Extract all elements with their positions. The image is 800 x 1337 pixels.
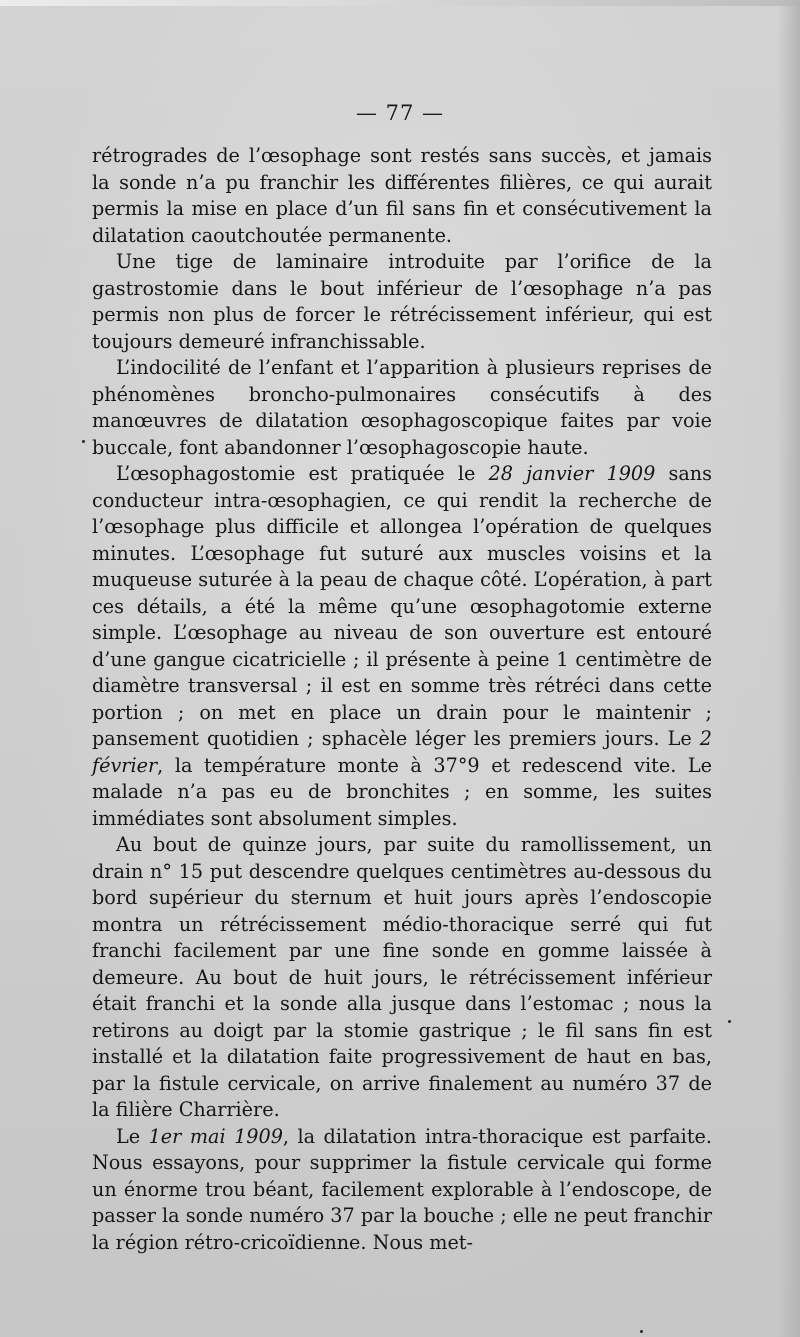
text-run: L’œsophagostomie est pratiquée le	[116, 462, 489, 485]
page-edge-right	[778, 0, 800, 1337]
text-run: L’indocilité de l’enfant et l’apparition à plusieurs reprises de phénomènes broncho-pulmonaires consécutifs à des manœuvres de dilatation œsophagoscopique faites par voie buccale, font abandonner l’œsophagoscopie haute.	[92, 356, 712, 459]
italic-date: 1er mai 1909	[148, 1124, 283, 1148]
paragraph-6	[92, 1124, 712, 1257]
italic-date: 28 janvier 1909	[488, 462, 656, 485]
body-text	[92, 143, 712, 1256]
scan-speck	[728, 1020, 731, 1023]
paragraph-4	[92, 461, 712, 832]
text-run: , la température monte à 37°9 et redescend vite. Le malade n’a pas eu de bronchites ; en somme, les suites immédiates sont absolument simples.	[92, 753, 712, 830]
text-run: sans conducteur intra-œsophagien, ce qui rendit la recherche de l’œsophage plus difficile et allongea l’opération de quelques minutes. L’œsophage fut suturé aux muscles voisins et la muqueuse suturée à la peau de chaque côté. L’opération, à part ces détails, a été la même qu’une œsophagotomie externe simple. L’œsophage au niveau de son ouverture est entouré d’une gangue cicatricielle ; il présente à peine 1 centimètre de diamètre transversal ; il est en somme très rétréci dans cette portion ; on met en place un drain pour le maintenir ; pansement quotidien ; sphacèle léger les premiers jours. Le	[92, 462, 713, 750]
paragraph-5	[92, 832, 712, 1124]
scan-speck	[640, 1330, 643, 1333]
text-run: , la dilatation intra-thoracique est parfaite. Nous essayons, pour supprimer la fistule cervicale qui forme un énorme trou béant, facilement explorable à l’endoscope, de passer la sonde numéro 37 par la bouche ; elle ne peut franchir la région rétro-cricoïdienne. Nous met-	[92, 1124, 712, 1254]
text-run: rétrogrades de l’œsophage sont restés sans succès, et jamais la sonde n’a pu franchir les différentes filières, ce qui aurait permis la mise en place d’un fil sans fin et consécutivement la dilatation caoutchoutée permanente.	[92, 144, 712, 247]
text-run: Une tige de laminaire introduite par l’orifice de la gastrostomie dans le bout inférieur de l’œsophage n’a pas permis non plus de forcer le rétrécissement inférieur, qui est toujours demeuré infranchissable.	[92, 250, 712, 353]
text-run: Au bout de quinze jours, par suite du ramollissement, un drain n° 15 put descendre quelques centimètres au-dessous du bord supérieur du sternum et huit jours après l’endoscopie montra un rétrécissement médio-thoracique serré qui fut franchi facilement par une fine sonde en gomme laissée à demeure. Au bout de huit jours, le rétrécissement inférieur était franchi et la sonde alla jusque dans l’estomac ; nous la retirons au doigt par la stomie gastrique ; le fil sans fin est installé et la dilatation faite progressivement de haut en bas, par la fistule cervicale, on arrive finalement au numéro 37 de la filière Charrière.	[92, 833, 712, 1121]
page-number: — 77 —	[355, 101, 445, 125]
text-run: Le	[116, 1124, 149, 1148]
italic-date: 2 février	[92, 727, 712, 777]
scan-speck	[82, 440, 85, 443]
paragraph-2	[92, 249, 712, 355]
paragraph-3	[92, 355, 712, 461]
page-edge-top	[0, 0, 800, 6]
paragraph-1	[92, 143, 712, 249]
